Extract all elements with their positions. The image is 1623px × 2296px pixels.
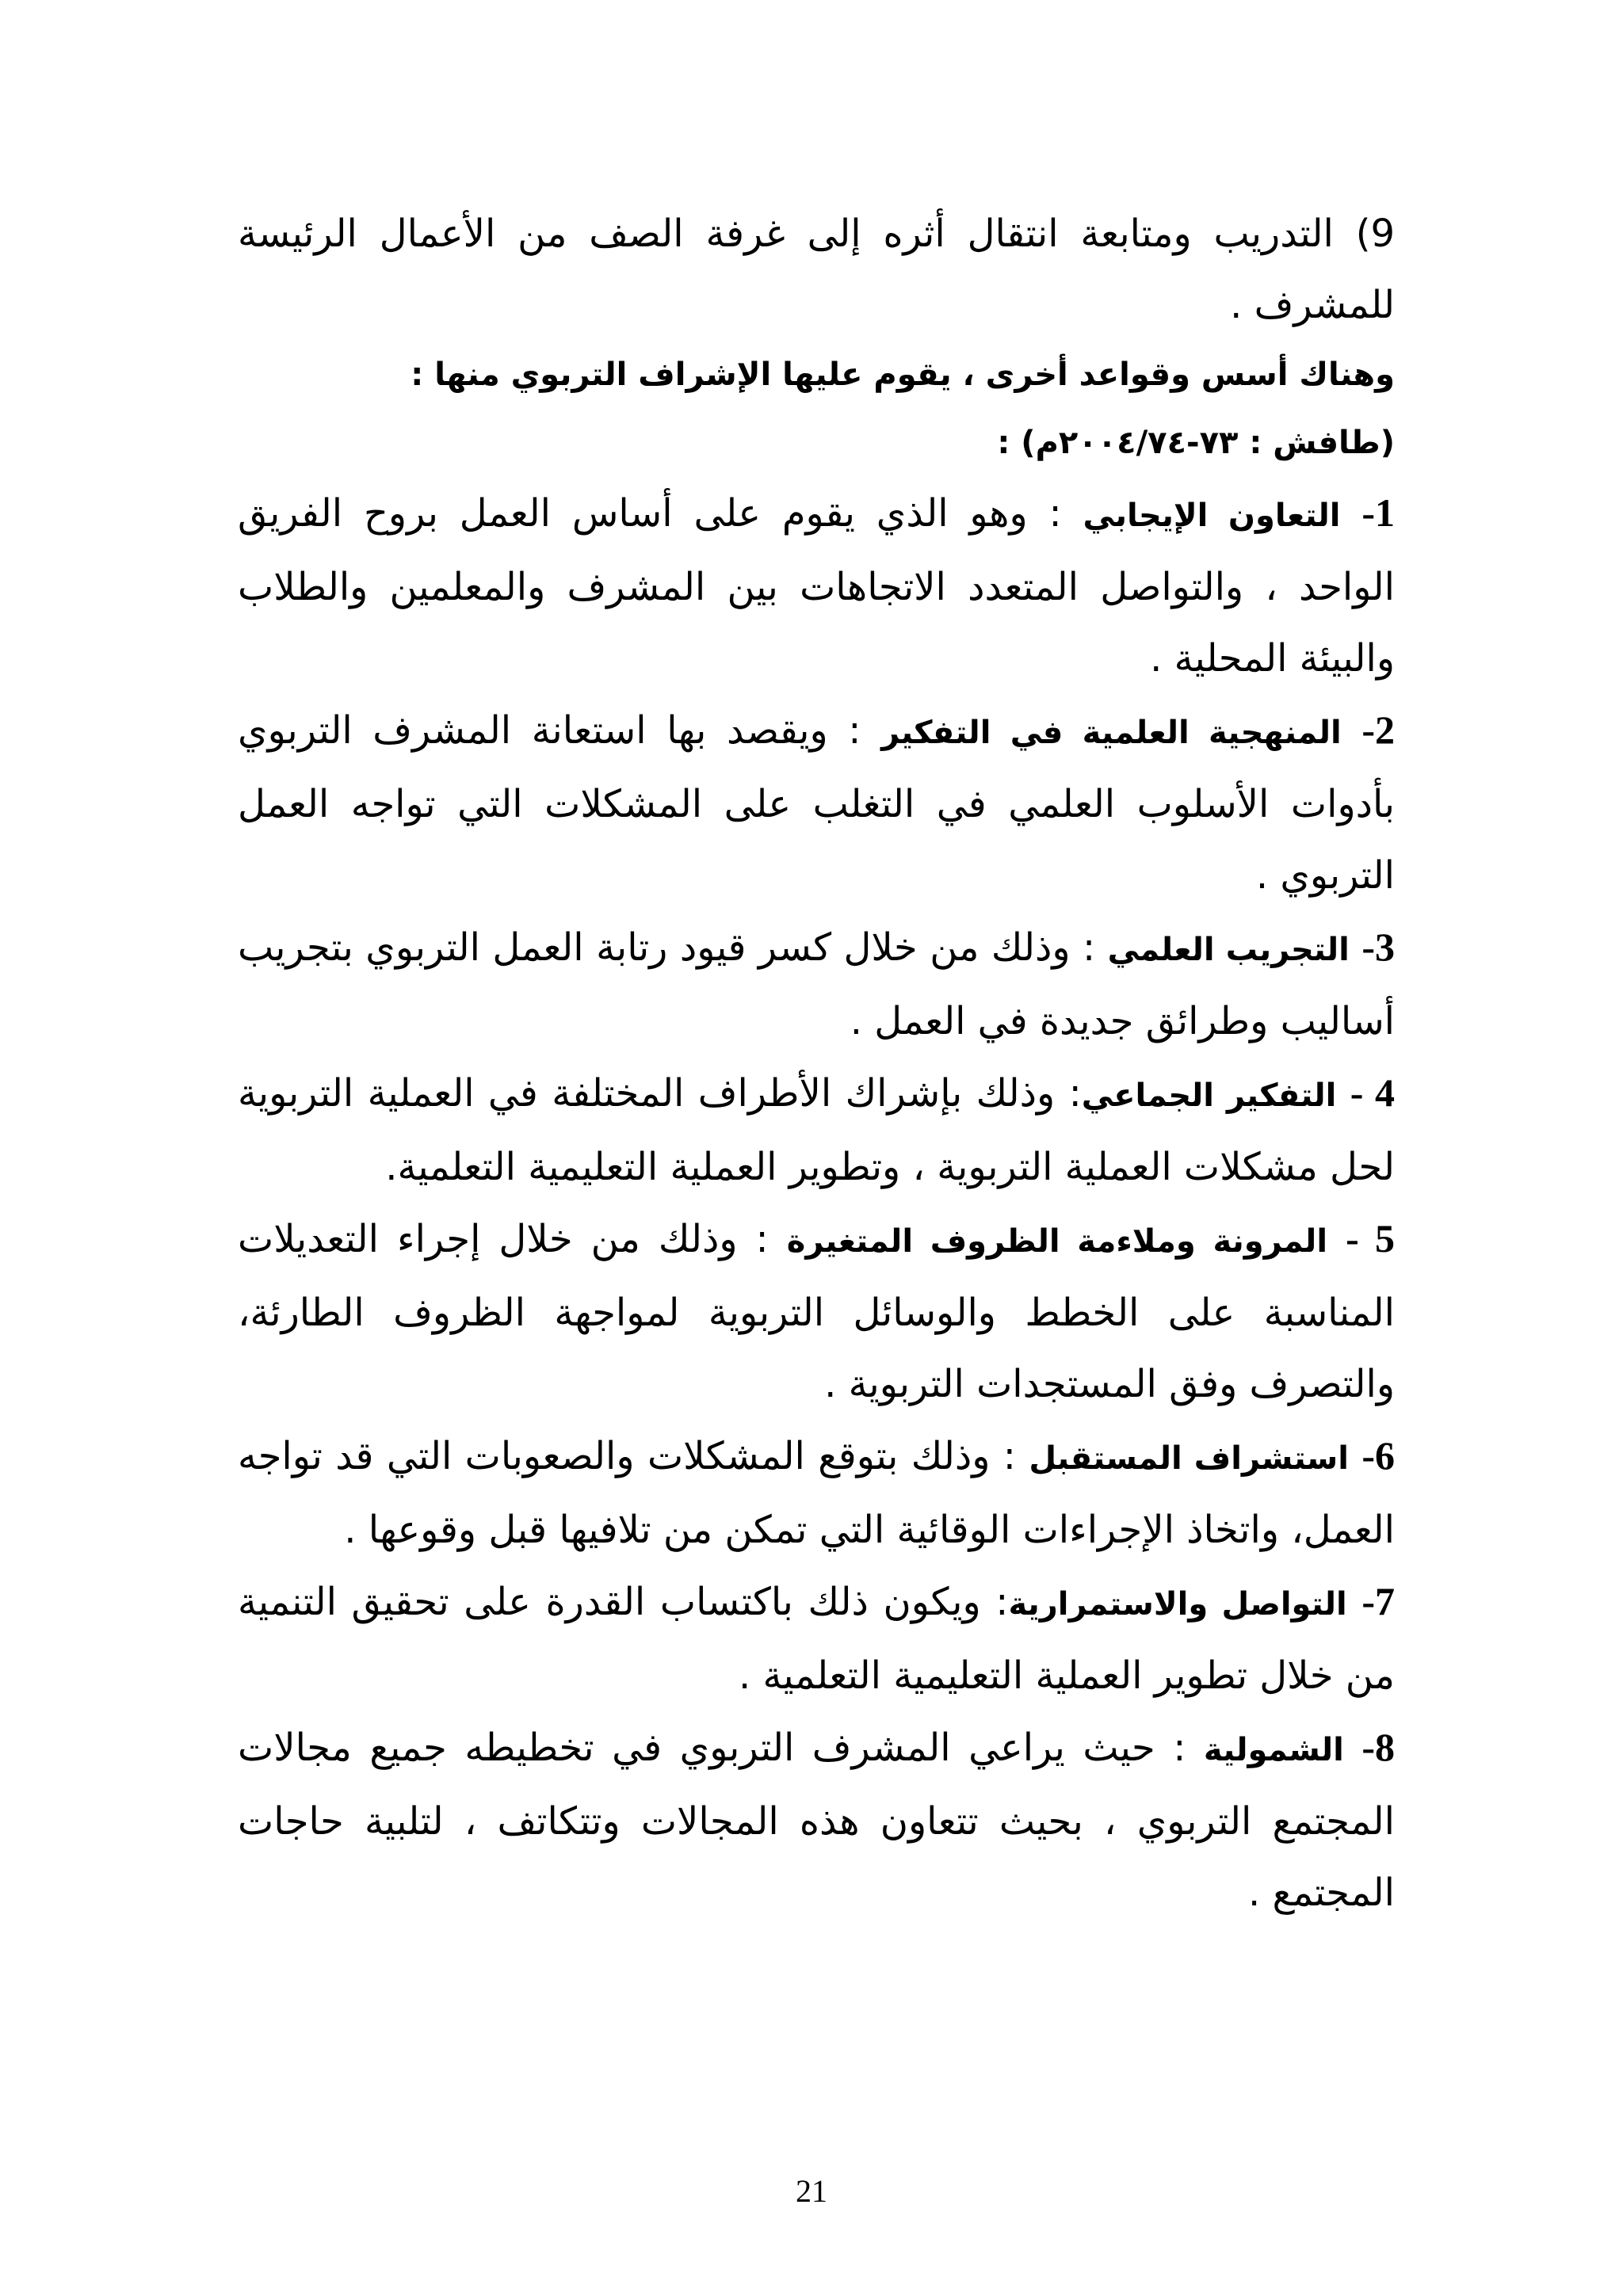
list-item — [238, 1711, 1395, 1928]
item-title: المنهجية العلمية في التفكير — [881, 715, 1342, 751]
list-item — [238, 1420, 1395, 1566]
item-title: التعاون الإيجابي — [1083, 498, 1341, 534]
list-item — [238, 1057, 1395, 1203]
list-item — [238, 477, 1395, 694]
citation-line: (طافش : ٧٣-٢٠٠٤/٧٤م) : — [997, 425, 1395, 461]
item-body: : حيث يراعي المشرف التربوي في تخطيطه جميع مجالات المجتمع التربوي ، بحيث تتعاون هذه المجالات وتتكاتف ، لتلبية حاجات المجتمع . — [238, 1726, 1395, 1915]
list-item — [238, 1203, 1395, 1420]
item-title: التواصل والاستمرارية — [1008, 1586, 1347, 1623]
list-item — [238, 694, 1395, 911]
document-body — [238, 198, 1395, 1928]
item-title: الشمولية — [1203, 1732, 1344, 1768]
item-body: : ويكون ذلك باكتساب القدرة على تحقيق التنمية من خلال تطوير العملية التعليمية التعلمية . — [238, 1580, 1395, 1698]
item-number: 4 - — [1350, 1070, 1395, 1115]
item-number: 5 - — [1346, 1216, 1395, 1261]
item-body: : وهو الذي يقوم على أساس العمل بروح الفريق الواحد ، والتواصل المتعدد الاتجاهات بين المشرف والمعلمين والطلاب والبيئة المحلية . — [238, 491, 1395, 681]
item-body: : وذلك من خلال كسر قيود رتابة العمل التربوي بتجريب أساليب وطرائق جديدة في العمل . — [238, 925, 1395, 1043]
list-item — [238, 1566, 1395, 1711]
item-body: : وذلك من خلال إجراء التعديلات المناسبة على الخطط والوسائل التربوية لمواجهة الظروف الطارئة، والتصرف وفق المستجدات التربوية . — [238, 1217, 1395, 1406]
item-number: 1- — [1361, 490, 1396, 535]
item-body: : وذلك بإشراك الأطراف المختلفة في العملية التربوية لحل مشكلات العملية التربوية ، وتطوير العملية التعليمية التعلمية. — [238, 1071, 1395, 1189]
item-title: المرونة وملاءمة الظروف المتغيرة — [786, 1223, 1328, 1260]
item-number: 2- — [1361, 707, 1395, 752]
item-number: 6- — [1361, 1433, 1396, 1478]
page-number: 21 — [796, 2173, 827, 2209]
item-number: 8- — [1361, 1725, 1395, 1769]
list-item — [238, 911, 1395, 1057]
lead-in-line: وهناك أسس وقواعد أخرى ، يقوم عليها الإشراف التربوي منها : — [411, 357, 1395, 393]
item-number: 7- — [1361, 1579, 1395, 1623]
item-title: استشراف المستقبل — [1029, 1440, 1349, 1477]
item-title: التجريب العلمي — [1107, 932, 1350, 968]
item-body: : ويقصد بها استعانة المشرف التربوي بأدوات الأسلوب العلمي في التغلب على المشكلات التي تواجه العمل التربوي . — [238, 708, 1395, 898]
item-number: 3- — [1361, 925, 1396, 969]
intro-paragraph: 9) التدريب ومتابعة انتقال أثره إلى غرفة الصف من الأعمال الرئيسة للمشرف . — [238, 212, 1395, 327]
item-title: التفكير الجماعي — [1081, 1077, 1337, 1114]
item-body: : وذلك بتوقع المشكلات والصعوبات التي قد تواجه العمل، واتخاذ الإجراءات الوقائية التي تمكن من تلافيها قبل وقوعها . — [238, 1434, 1395, 1552]
